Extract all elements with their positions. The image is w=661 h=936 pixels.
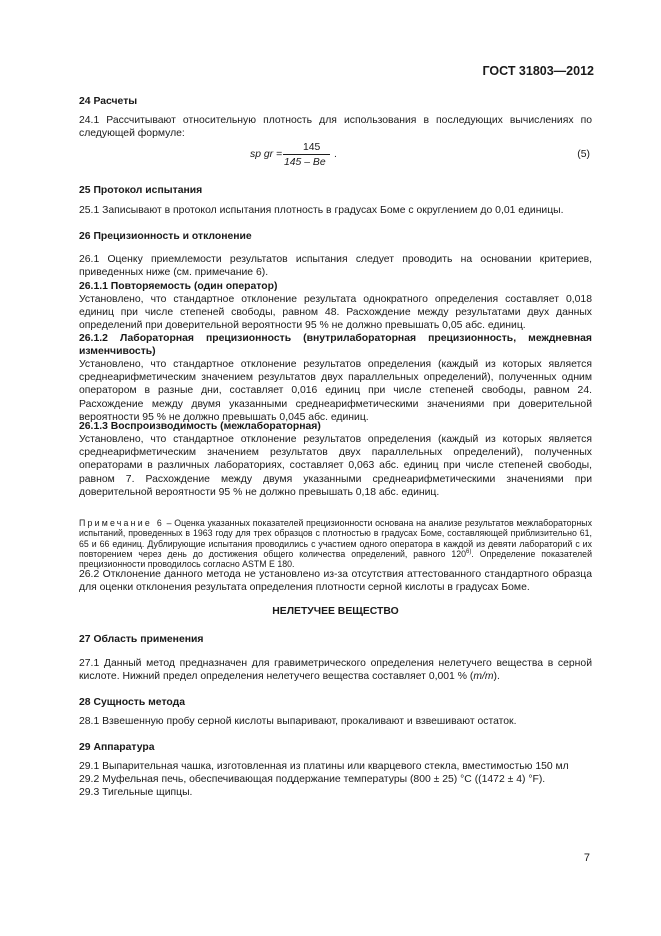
- section-29-item-2: 29.2 Муфельная печь, обеспечивающая поддержание температуры (800 ± 25) °C ((1472 ± 4) °F).: [79, 774, 546, 785]
- note-6-label: Примечание 6: [79, 518, 164, 528]
- section-26-paragraph-2: 26.2 Отклонение данного метода не установлено из-за отсутствия аттестованного стандартного образца для оценки отклонения результата определения плотности серной кислоты в градусах Боме.: [79, 569, 592, 594]
- subsection-26-1-3-text: Установлено, что стандартное отклонение результатов определения (каждый из которых является среднеарифметическим значением результатов двух параллельных определений), полученных операторами в различных лабораториях, составляет 0,063 абс. единиц при числе степеней свободы, равном 7. Расхождение между двумя указанными среднеарифметическими значениями при доверительной вероятности 95 % не должно превышать 0,18 абс. единиц.: [79, 434, 592, 498]
- section-26-title: 26 Прецизионность и отклонение: [79, 231, 252, 242]
- section-26-paragraph-1: 26.1 Оценку приемлемости результатов испытания следует проводить на основании критериев, приведенных ниже (см. примечание 6).: [79, 254, 592, 279]
- formula-denominator: 145 – Be: [284, 157, 326, 168]
- section-27-paragraph-1: [79, 657, 592, 683]
- formula-lhs: sp gr =: [250, 149, 283, 160]
- document-standard-number: ГОСТ 31803—2012: [482, 64, 594, 78]
- formula-number: (5): [577, 149, 590, 160]
- unit-mass-fraction: m/m: [473, 671, 494, 683]
- section-29-item-1: 29.1 Выпарительная чашка, изготовленная из платины или кварцевого стекла, вместимостью 150 мл: [79, 761, 569, 772]
- note-6-footnote-ref: 6): [466, 548, 472, 555]
- page-number: 7: [583, 852, 590, 864]
- section-24-paragraph-1: 24.1 Рассчитывают относительную плотность для использования в последующих вычислениях по следующей формуле:: [79, 115, 592, 140]
- note-6-text-2: . Определение показателей прецизионности проводилось согласно ASTM E 180.: [79, 548, 592, 570]
- section-27-text-a: 27.1 Данный метод предназначен для гравиметрического определения нелетучего вещества в серной кислоте. Нижний предел определения нелетучего вещества составляет 0,001 % (: [79, 658, 592, 683]
- subsection-26-1-2-title: 26.1.2 Лабораторная прецизионность (внутрилабораторная прецизионность, междневная изменчивость): [79, 333, 592, 358]
- subsection-26-1-1-title: 26.1.1 Повторяемость (один оператор): [79, 281, 278, 292]
- formula-5: [250, 138, 370, 172]
- section-24-title: 24 Расчеты: [79, 96, 138, 107]
- section-29-title: 29 Аппаратура: [79, 742, 155, 753]
- subsection-26-1-2-text: Установлено, что стандартное отклонение результатов определения (каждый из которых является среднеарифметическим значением результатов двух параллельных определений), полученных одним оператором в разные дни, составляет 0,016 единиц при числе степеней свободы, равном 24. Расхождение между двумя указанными среднеарифметическими значениями при доверительной вероятности 95 % не должно превышать 0,045 абс. единиц.: [79, 359, 592, 423]
- fraction-bar: [283, 154, 330, 155]
- section-27-text-b: ).: [493, 671, 500, 683]
- note-6-text-1: – Оценка указанных показателей прецизионности основана на анализе результатов межлабораторных испытаний, проведенных в 1963 году для трех образцов с плотностью в градусах Боме, составляющей приблизительно 61, 65 и 66 единиц. Дублирующие испытания проводились с участием одного оператора в каждой из девяти лабораторий с их повторением через день до достижения общего количества определений, равного 120: [79, 518, 592, 559]
- formula-end: .: [334, 149, 337, 160]
- formula-numerator: 145: [303, 142, 321, 153]
- subsection-26-1-1-text: Установлено, что стандартное отклонение результата однократного определения составляет 0,018 единиц при числе степеней свободы, равном 48. Расхождение между результатами двух данных определений при доверительной вероятности 95 % не должно превышать 0,05 абс. единиц.: [79, 294, 592, 332]
- section-28-title: 28 Сущность метода: [79, 697, 185, 708]
- section-25-title: 25 Протокол испытания: [79, 185, 203, 196]
- section-29-item-3: 29.3 Тигельные щипцы.: [79, 787, 193, 798]
- note-6: [79, 518, 592, 569]
- section-27-title: 27 Область применения: [79, 634, 204, 645]
- section-heading-nonvolatile: НЕЛЕТУЧЕЕ ВЕЩЕСТВО: [272, 606, 399, 617]
- section-25-paragraph-1: 25.1 Записывают в протокол испытания плотность в градусах Боме с округлением до 0,01 единицы.: [79, 205, 564, 216]
- subsection-26-1-3-title: 26.1.3 Воспроизводимость (межлабораторная): [79, 421, 321, 432]
- section-28-paragraph-1: 28.1 Взвешенную пробу серной кислоты выпаривают, прокаливают и взвешивают остаток.: [79, 716, 517, 727]
